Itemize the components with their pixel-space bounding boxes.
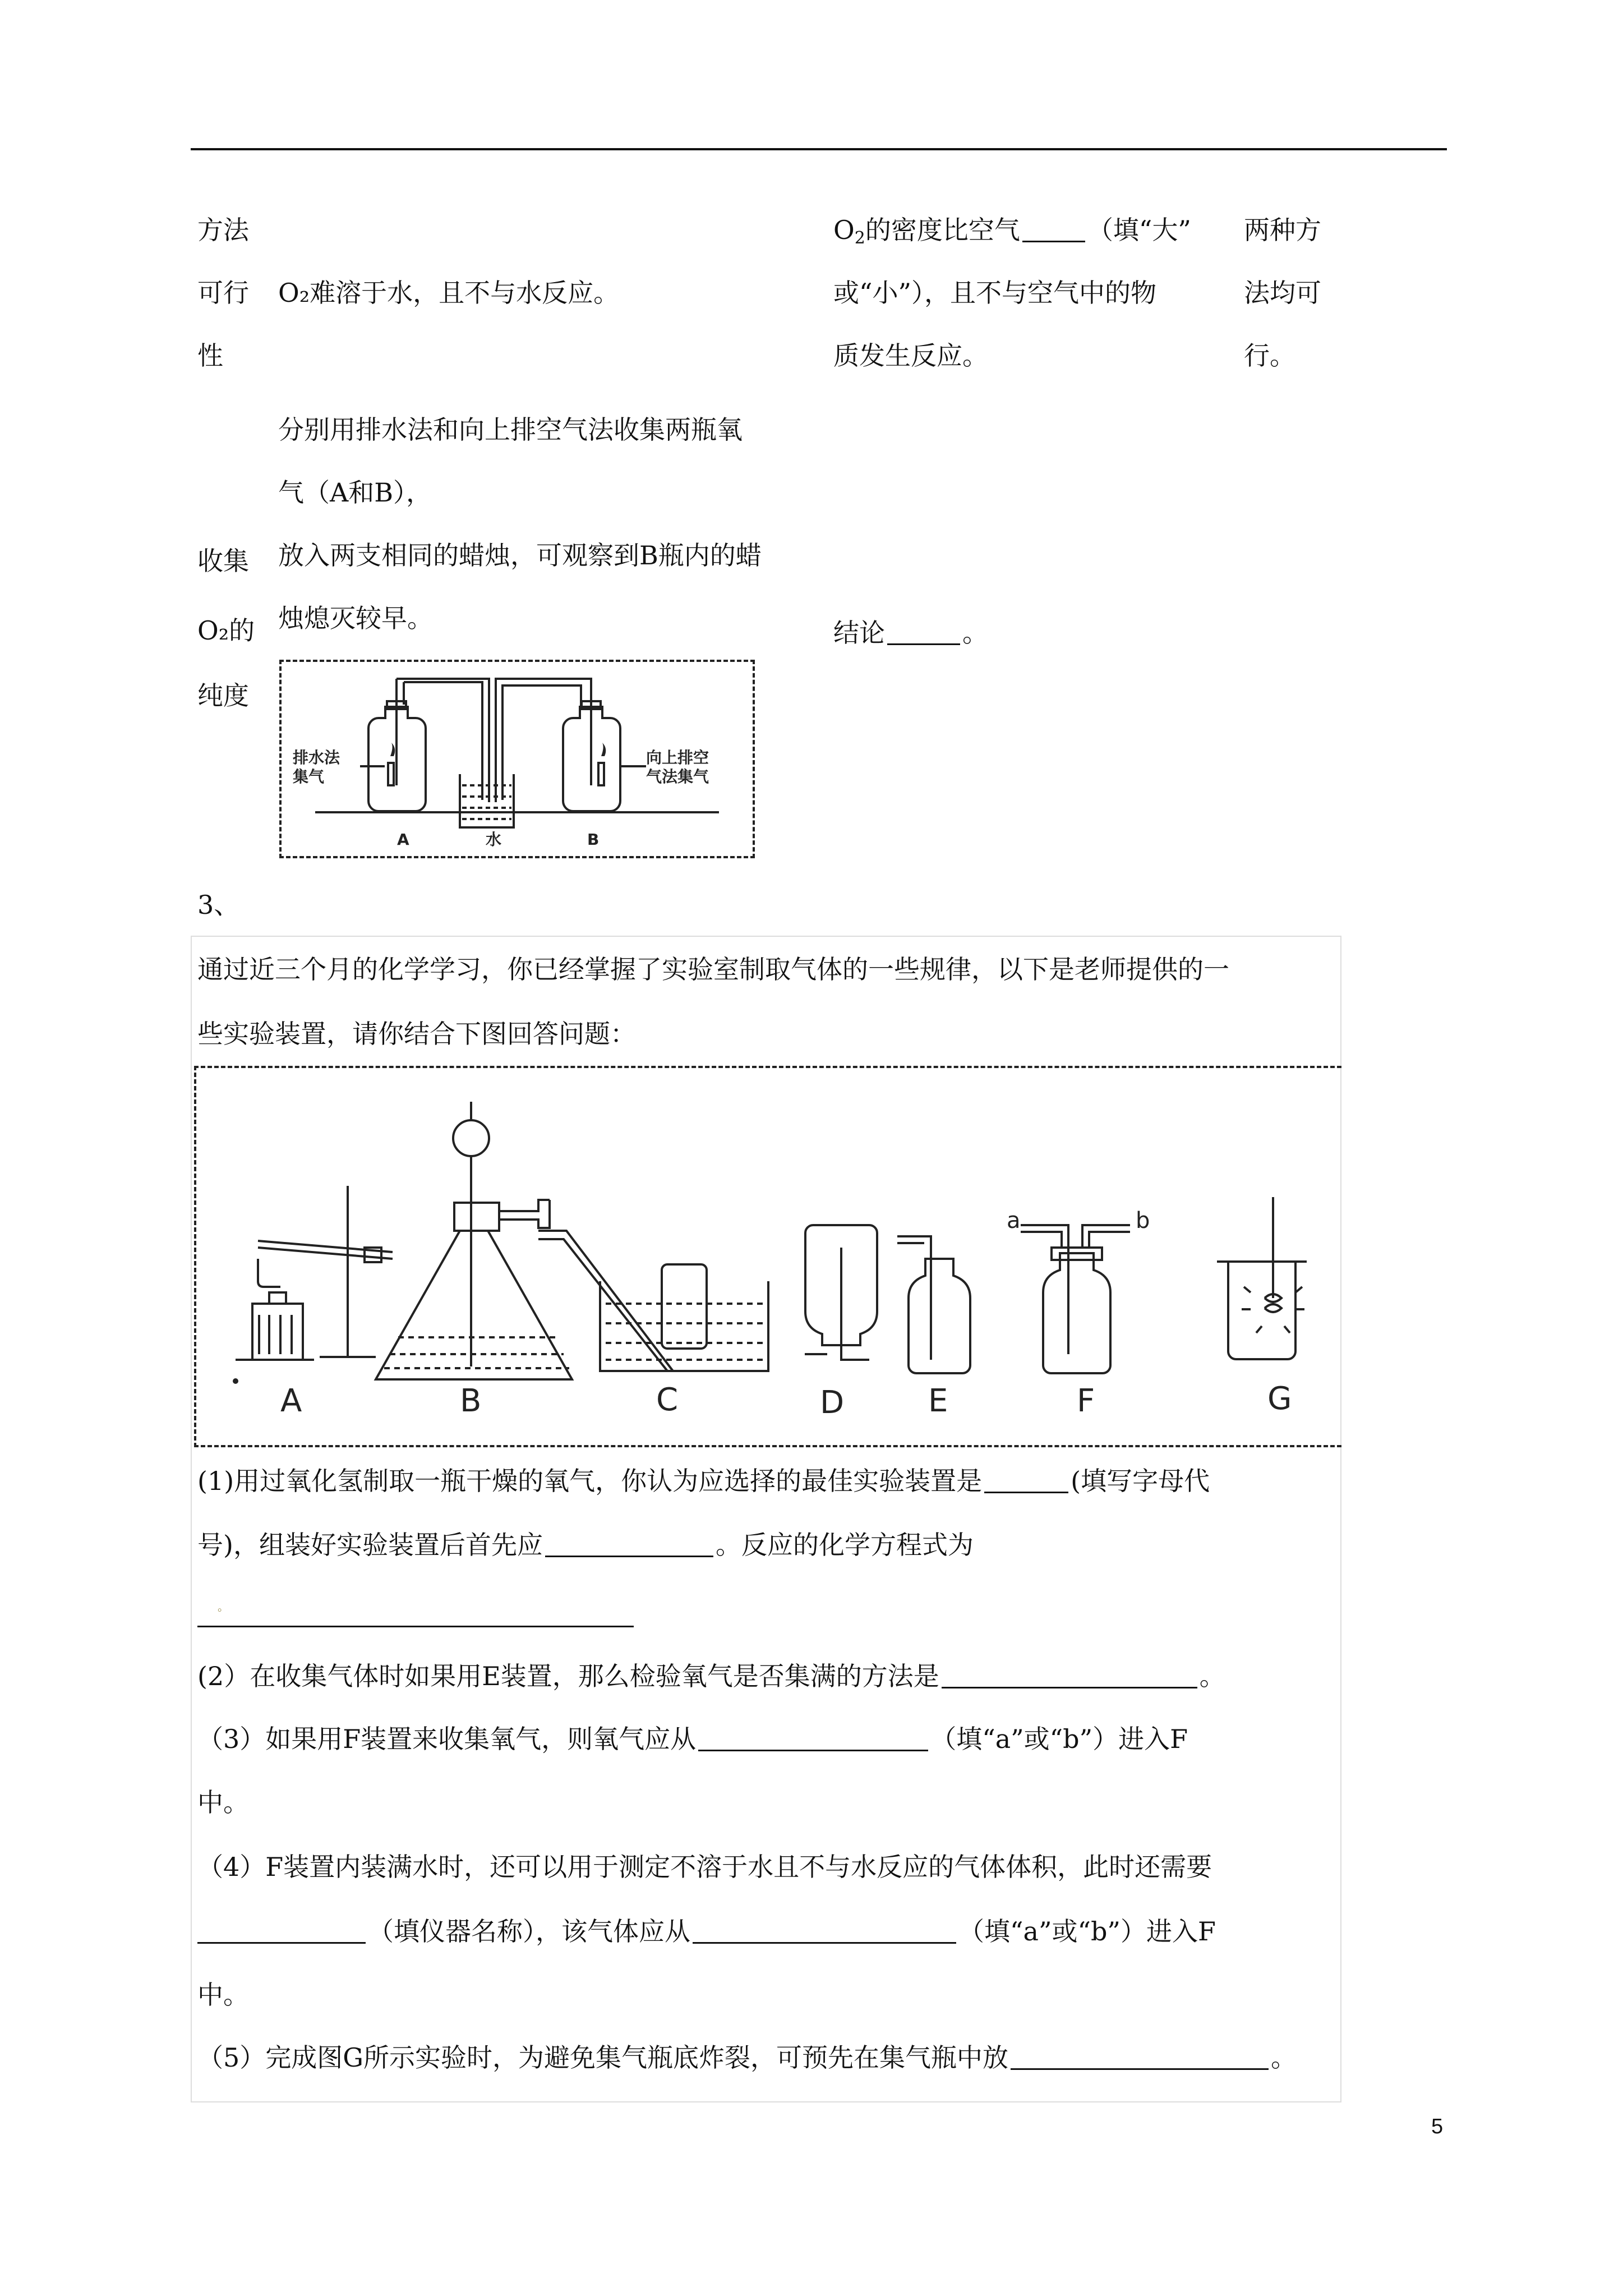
q1-line1: (1)用过氧化氢制取一瓶干燥的氧气，你认为应选择的最佳实验装置是 (填写字母代	[197, 1466, 1210, 1496]
row1-col3-line3: 质发生反应。	[833, 341, 988, 371]
apparatus-label-c: C	[656, 1382, 679, 1418]
row1-col4-line1: 两种方	[1244, 215, 1321, 245]
apparatus-diagram	[196, 1068, 1340, 1445]
row1-col3-line1: $O_2$的密度比空气 （填“大”	[833, 215, 1191, 248]
question3-box-top	[191, 936, 1341, 937]
row1-label-line3: 性	[197, 341, 223, 371]
q5-line: （5）完成图G所示实验时，为避免集气瓶底炸裂，可预先在集气瓶中放 。	[197, 2042, 1297, 2073]
row2-col2-line1: 分别用排水法和向上排空气法收集两瓶氧	[278, 415, 743, 445]
question3-number: 3、	[197, 890, 240, 920]
q3-line1: （3）如果用F装置来收集氧气，则氧气应从 （填“a”或“b”）进入F	[197, 1724, 1188, 1754]
question3-intro-line2: 些实验装置，请你结合下图回答问题：	[197, 1019, 636, 1049]
row1-label-line1: 方法	[197, 215, 249, 245]
row1-col2-text: O₂难溶于水，且不与水反应。	[278, 278, 620, 308]
row2-col2-line3: 放入两支相同的蜡烛，可观察到B瓶内的蜡	[278, 540, 762, 570]
question3-intro-line1: 通过近三个月的化学学习，你已经掌握了实验室制取气体的一些规律，以下是老师提供的一	[197, 954, 1229, 984]
apparatus-label-f: F	[1077, 1383, 1095, 1419]
row1-col4-line2: 法均可	[1244, 278, 1321, 308]
q3-line2: 中。	[197, 1787, 249, 1818]
row2-col2-line2: 气（A和B），	[278, 477, 432, 508]
row1-label-line2: 可行	[197, 278, 249, 308]
figure1-label-b: B	[587, 830, 600, 849]
q4-line3: 中。	[197, 1980, 249, 2010]
row2-conclusion: 结论 。	[833, 618, 988, 648]
figure1-right-label-1: 向上排空	[646, 748, 709, 767]
apparatus-label-g: G	[1267, 1381, 1292, 1417]
question3-box-bottom	[191, 2101, 1341, 2102]
row2-col2-line4: 烛熄灭较早。	[278, 603, 433, 633]
apparatus-label-a: A	[280, 1383, 302, 1419]
q1-equation-blank	[197, 1594, 634, 1627]
question3-box-left	[191, 936, 192, 2102]
q4-line1: （4）F装置内装满水时，还可以用于测定不溶于水且不与水反应的气体体积，此时还需要	[197, 1852, 1212, 1882]
header-rule	[191, 148, 1447, 150]
apparatus-label-b: B	[460, 1383, 482, 1419]
q4-line2: （填仪器名称），该气体应从 （填“a”或“b”）进入F	[197, 1916, 1216, 1947]
row2-label-line3: 纯度	[197, 680, 249, 711]
figure1-left-label-1: 排水法	[293, 748, 340, 767]
port-b-label: b	[1136, 1208, 1150, 1234]
q1-equation-dot: 。	[218, 1600, 229, 1613]
row2-label-line2: O₂的	[197, 615, 255, 646]
figure1-left-label-2: 集气	[293, 767, 325, 786]
row1-col4-line3: 行。	[1244, 341, 1295, 371]
port-a-label: a	[1007, 1208, 1021, 1234]
apparatus-label-d: D	[820, 1384, 845, 1421]
row2-label-line1: 收集	[197, 546, 249, 576]
figure1-label-a: A	[397, 830, 409, 849]
q1-line2: 号)，组装好实验装置后首先应 。反应的化学方程式为	[197, 1530, 974, 1560]
figure1-label-water: 水	[486, 830, 502, 849]
figure1-right-label-2: 气法集气	[646, 767, 709, 786]
q2-line: (2）在收集气体时如果用E装置，那么检验氧气是否集满的方法是 。	[197, 1661, 1225, 1691]
figure1-diagram	[282, 662, 753, 856]
row1-col3-line2: 或“小”），且不与空气中的物	[833, 278, 1157, 308]
page-number: 5	[1431, 2115, 1444, 2138]
apparatus-label-e: E	[928, 1383, 948, 1419]
